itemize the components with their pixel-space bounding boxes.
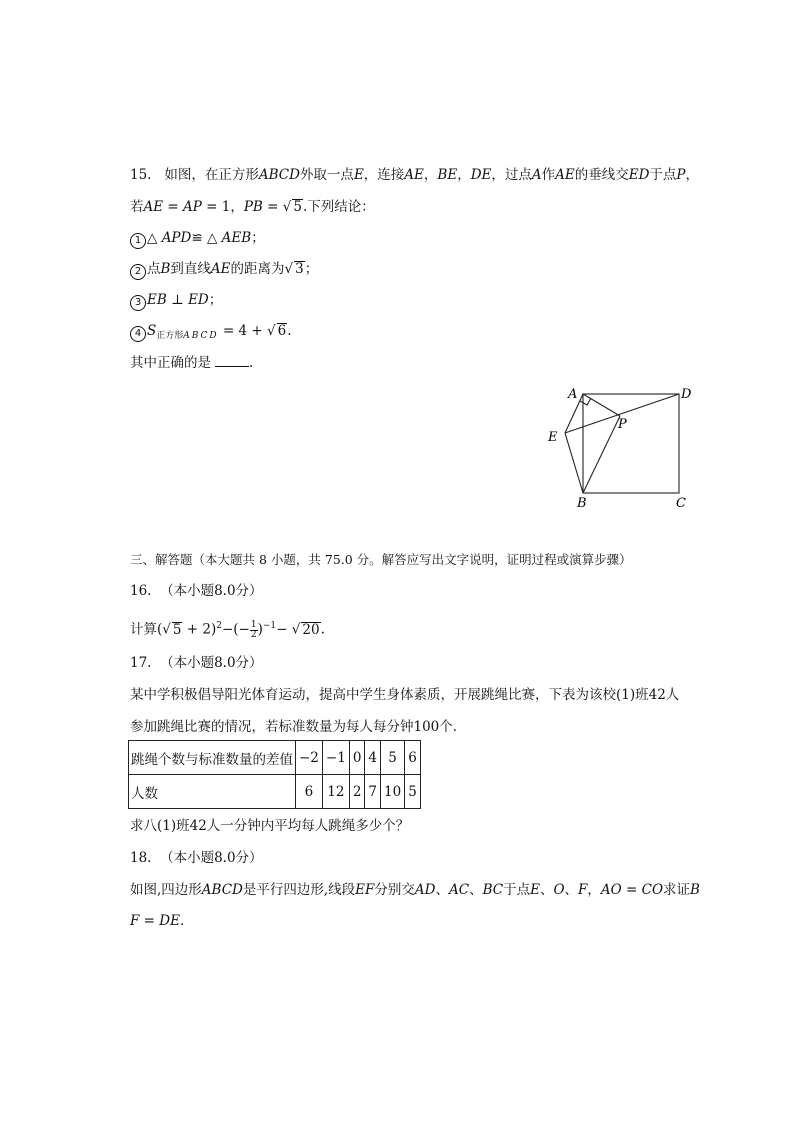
text: 外取一点 xyxy=(299,167,354,183)
text: 计算( xyxy=(130,621,163,638)
math: DE xyxy=(159,913,180,929)
table-row xyxy=(129,775,421,809)
label-d: D xyxy=(681,387,692,402)
table-cell: 4 xyxy=(365,741,381,775)
math: AE xyxy=(404,167,424,183)
q17-question: 求八(1)班42人一分钟内平均每人跳绳多少个？ xyxy=(130,818,410,834)
exponent: 2 xyxy=(216,621,222,631)
math: AD xyxy=(414,882,436,898)
table-cell: 5 xyxy=(381,741,405,775)
exponent: −1 xyxy=(262,621,277,631)
label-a: A xyxy=(568,387,578,402)
q15-conclusion-4 xyxy=(130,322,292,345)
text: 、 xyxy=(539,882,554,898)
q15-figure xyxy=(540,383,740,523)
math: = 1， xyxy=(201,199,244,215)
math: O xyxy=(553,882,565,898)
numerator: 1 xyxy=(250,619,257,630)
q18-number: 18. xyxy=(130,850,152,866)
math: S xyxy=(147,323,157,339)
square-abcd xyxy=(583,394,679,493)
table-cell: 6 xyxy=(296,775,323,809)
text: 于点 xyxy=(649,167,677,183)
circled-number: 1 xyxy=(130,233,146,249)
table-cell: 10 xyxy=(381,775,405,809)
math: AP xyxy=(183,199,202,215)
text: ，过点 xyxy=(491,167,532,183)
text: . xyxy=(320,621,325,638)
text: 的距离为 xyxy=(230,261,285,277)
math: B xyxy=(690,882,700,898)
row1-header: 跳绳个数与标准数量的差值 xyxy=(129,741,296,775)
table-cell: 2 xyxy=(349,775,365,809)
q17-paragraph-1: 某中学积极倡导阳光体育运动，提高中学生身体素质，开展跳绳比赛，下表为该校(1)班42人 xyxy=(130,687,680,703)
text: ； xyxy=(208,292,223,308)
text: 是平行四边形,线段 xyxy=(242,882,356,898)
table-cell: −1 xyxy=(322,741,349,775)
text: . xyxy=(287,323,292,339)
q18-paragraph-2 xyxy=(130,912,184,930)
text: ， xyxy=(457,167,471,183)
radicand: 20 xyxy=(302,621,320,638)
table-cell: 7 xyxy=(365,775,381,809)
q15-number: 15. xyxy=(130,167,152,183)
section-3-header: 三、解答题（本大题共 8 小题，共 75.0 分。解答应写出文字说明，证明过程或演算步骤） xyxy=(130,552,632,567)
math: APD xyxy=(161,230,192,246)
table-cell: 5 xyxy=(405,775,421,809)
math: = xyxy=(139,913,160,929)
q17-score: （本小题8.0分） xyxy=(160,655,263,671)
text: 于点 xyxy=(503,882,531,898)
label-e: E xyxy=(548,430,558,445)
sqrt-sign: √ xyxy=(267,323,276,339)
math: PB xyxy=(243,199,263,215)
segment-eb xyxy=(565,433,583,493)
text: 如图，在正方形 xyxy=(164,167,259,183)
math: E xyxy=(353,167,364,183)
math: ABCD xyxy=(258,167,300,183)
radicand: 5 xyxy=(172,621,182,638)
text: 分别交 xyxy=(374,882,415,898)
math: EF xyxy=(355,882,375,898)
text: ， xyxy=(587,882,601,898)
q16-score: （本小题8.0分） xyxy=(160,583,263,599)
table-cell: 12 xyxy=(322,775,349,809)
q17-header xyxy=(130,654,263,672)
circled-number: 2 xyxy=(130,264,146,280)
sqrt-sign: √ xyxy=(291,621,301,638)
q16-number: 16. xyxy=(130,583,152,599)
math: ABCD xyxy=(201,882,243,898)
q15-line2 xyxy=(130,198,375,216)
congruent-symbol: ≌ xyxy=(191,230,203,246)
label-c: C xyxy=(676,496,686,511)
math: AE xyxy=(143,199,164,215)
text: ， xyxy=(685,167,700,183)
text: ； xyxy=(251,230,265,246)
subscript: ABCD xyxy=(183,331,219,341)
math: AC xyxy=(448,882,470,898)
text: 若 xyxy=(130,199,144,215)
text: 点 xyxy=(147,261,161,277)
math: E xyxy=(530,882,540,898)
math: AEB xyxy=(221,230,252,246)
math: = xyxy=(163,199,184,215)
q17-table xyxy=(128,740,421,809)
fraction xyxy=(250,621,258,640)
text: ， xyxy=(423,167,438,183)
segment-pb xyxy=(583,416,620,493)
perp-symbol: ⊥ xyxy=(166,292,189,308)
q17-number: 17. xyxy=(130,655,152,671)
q15-conclusion-2 xyxy=(130,260,318,280)
math: A xyxy=(531,167,542,183)
table-cell: 6 xyxy=(405,741,421,775)
math: CO xyxy=(641,882,664,898)
math: AE xyxy=(210,261,231,277)
math: DE xyxy=(470,167,492,183)
q15-conclusion-3 xyxy=(130,291,222,311)
math: ED xyxy=(188,292,209,308)
math: + 2) xyxy=(182,621,217,638)
math: ED xyxy=(628,167,650,183)
q18-paragraph-1 xyxy=(130,881,700,899)
text: 作 xyxy=(541,167,556,183)
math: −(− xyxy=(221,621,250,638)
math: AO xyxy=(600,882,622,898)
table-cell: 0 xyxy=(349,741,365,775)
subscript: 正方形 xyxy=(156,331,184,341)
sqrt-sign: √ xyxy=(282,199,292,215)
text: 、 xyxy=(564,882,579,898)
triangle-symbol: △ xyxy=(206,230,218,246)
radicand: 3 xyxy=(295,261,304,277)
math: F xyxy=(130,913,140,929)
denominator: 2 xyxy=(250,629,257,640)
radicand: 5 xyxy=(293,199,302,215)
q17-paragraph-2: 参加跳绳比赛的情况，若标准数量为每人每分钟100个． xyxy=(130,719,467,735)
math: BC xyxy=(482,882,504,898)
answer-blank[interactable] xyxy=(215,354,249,367)
right-angle-mark xyxy=(580,398,591,405)
text: ； xyxy=(304,261,319,277)
table-row xyxy=(129,741,421,775)
triangle-symbol: △ xyxy=(147,230,158,246)
math: AE xyxy=(555,167,575,183)
q16-expression xyxy=(130,617,325,640)
math: = 4 + xyxy=(218,323,268,339)
sqrt-sign: √ xyxy=(162,621,171,638)
math: BE xyxy=(437,167,458,183)
segment-ap xyxy=(583,394,620,416)
q15-conclusion-1 xyxy=(130,229,265,249)
math: B xyxy=(160,261,171,277)
math: = xyxy=(621,882,642,898)
text: 其中正确的是 xyxy=(130,355,211,371)
q15-answer-line xyxy=(130,354,253,372)
q18-score: （本小题8.0分） xyxy=(160,850,263,866)
circled-number: 4 xyxy=(130,326,146,342)
sqrt-sign: √ xyxy=(284,261,294,277)
q16-header xyxy=(130,582,263,600)
row2-header: 人数 xyxy=(129,775,296,809)
text: .下列结论： xyxy=(302,199,375,215)
math: − xyxy=(276,621,292,638)
text: 的垂线交 xyxy=(574,167,629,183)
math: ) xyxy=(257,621,263,638)
text: ，连接 xyxy=(363,167,405,183)
table-cell: −2 xyxy=(296,741,323,775)
math: P xyxy=(676,167,686,183)
text: 、 xyxy=(469,882,483,898)
text: . xyxy=(179,913,185,929)
q18-header xyxy=(130,849,263,867)
math: EB xyxy=(147,292,167,308)
radicand: 6 xyxy=(277,323,287,339)
text: 、 xyxy=(435,882,449,898)
math: = xyxy=(262,199,283,215)
circled-number: 3 xyxy=(130,295,146,311)
math: F xyxy=(578,882,588,898)
label-p: P xyxy=(618,417,627,432)
label-b: B xyxy=(577,496,587,511)
text: 到直线 xyxy=(170,261,211,277)
q15-line1 xyxy=(130,166,699,184)
text: 求证 xyxy=(663,882,691,898)
text: . xyxy=(249,355,254,371)
text: 如图,四边形 xyxy=(130,882,202,898)
